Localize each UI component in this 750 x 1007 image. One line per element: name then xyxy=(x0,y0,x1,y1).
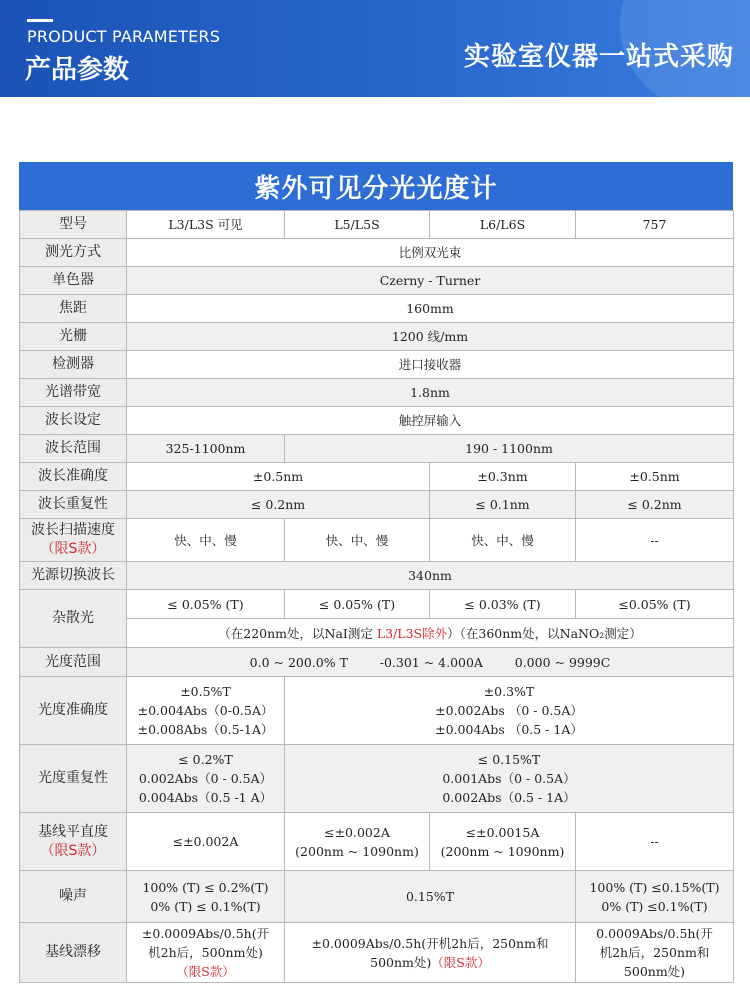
row-label: 噪声 xyxy=(20,871,127,923)
value-line: ≤±0.002A xyxy=(324,824,390,840)
row-label: 波长准确度 xyxy=(20,463,127,491)
row-value xyxy=(127,923,285,983)
note-text: ）（在360nm处，以NaNO₂测定） xyxy=(447,625,642,641)
row-label: 基线漂移 xyxy=(20,923,127,983)
row-value: 进口接收器 xyxy=(127,351,734,379)
row-value: 比例双光束 xyxy=(127,239,734,267)
parameters-table xyxy=(19,210,734,983)
row-value: 0.0 ~ 200.0% T -0.301 ~ 4.000A 0.000 ~ 9999C xyxy=(127,648,734,677)
row-value xyxy=(576,923,734,983)
value-line: ±0.004Abs （0.5 - 1A） xyxy=(435,722,583,737)
row-value xyxy=(576,871,734,923)
row-value xyxy=(285,923,576,983)
note-exception: L3/L3S除外 xyxy=(376,625,448,641)
row-value: -- xyxy=(576,519,734,562)
row-label: 波长范围 xyxy=(20,435,127,463)
row-value: 快、中、慢 xyxy=(285,519,430,562)
table-row xyxy=(20,619,734,648)
banner-slogan: 实验室仪器一站式采购 xyxy=(463,42,734,72)
row-label: 光度准确度 xyxy=(20,677,127,745)
value-line: 机2h后，250nm和 xyxy=(599,945,710,960)
row-value: ±0.3nm xyxy=(430,463,576,491)
row-value: 1200 线/mm xyxy=(127,323,734,351)
table-row xyxy=(20,267,734,295)
row-label: 测光方式 xyxy=(20,239,127,267)
row-value: 快、中、慢 xyxy=(430,519,576,562)
value-line: ≤ 0.15%T xyxy=(477,752,541,767)
table-row xyxy=(20,351,734,379)
value-line: 0% (T) ≤0.1%(T) xyxy=(601,898,708,914)
row-value: -- xyxy=(576,813,734,871)
row-value: 触控屏输入 xyxy=(127,407,734,435)
row-value xyxy=(127,745,285,813)
row-label: 光栅 xyxy=(20,323,127,351)
row-value xyxy=(285,677,734,745)
table-row xyxy=(20,590,734,619)
table-row xyxy=(20,491,734,519)
spec-table xyxy=(19,162,733,983)
row-value: 325-1100nm xyxy=(127,435,285,463)
row-value: ≤ 0.1nm xyxy=(430,491,576,519)
table-row xyxy=(20,323,734,351)
value-line: ±0.008Abs（0.5-1A） xyxy=(137,722,274,737)
table-row xyxy=(20,745,734,813)
accent-bar xyxy=(27,19,53,22)
row-label: 焦距 xyxy=(20,295,127,323)
row-value: Czerny - Turner xyxy=(127,267,734,295)
row-label: 光源切换波长 xyxy=(20,562,127,590)
note-text: （在220nm处，以NaI测定 xyxy=(218,625,377,641)
table-title: 紫外可见分光光度计 xyxy=(19,162,733,210)
row-value: 0.15%T xyxy=(285,871,576,923)
row-value: 190 - 1100nm xyxy=(285,435,734,463)
value-line: ≤±0.0015A xyxy=(465,824,540,840)
model-l3: L3/L3S 可见 xyxy=(127,211,285,239)
row-value: ≤ 0.2nm xyxy=(127,491,430,519)
stray-light-note xyxy=(127,619,734,648)
table-row xyxy=(20,677,734,745)
row-value: 1.8nm xyxy=(127,379,734,407)
table-row xyxy=(20,295,734,323)
row-value: 快、中、慢 xyxy=(127,519,285,562)
value-line xyxy=(287,953,573,972)
row-value: ≤ 0.03% (T) xyxy=(430,590,576,619)
table-row xyxy=(20,211,734,239)
value-line: 100% (T) ≤0.15%(T) xyxy=(589,879,720,895)
row-value xyxy=(430,813,576,871)
row-label: 杂散光 xyxy=(20,590,127,648)
row-label-text: 基线平直度 xyxy=(38,823,108,840)
value-line: 0.0009Abs/0.5h(开 xyxy=(596,926,713,941)
row-label: 单色器 xyxy=(20,267,127,295)
table-row xyxy=(20,239,734,267)
row-value xyxy=(285,813,430,871)
row-value: ±0.5nm xyxy=(576,463,734,491)
value-line: ±0.0009Abs/0.5h(开机2h后，250nm和 xyxy=(311,935,549,951)
row-label: 波长设定 xyxy=(20,407,127,435)
row-label xyxy=(20,519,127,562)
table-row xyxy=(20,813,734,871)
value-line: ±0.0009Abs/0.5h(开 xyxy=(141,926,270,941)
model-l5: L5/L5S xyxy=(285,211,430,239)
table-row xyxy=(20,871,734,923)
value-line: ±0.004Abs（0-0.5A） xyxy=(137,703,274,718)
table-row xyxy=(20,379,734,407)
model-l6: L6/L6S xyxy=(430,211,576,239)
row-value: 160mm xyxy=(127,295,734,323)
table-row xyxy=(20,923,734,983)
row-value: ≤±0.002A xyxy=(127,813,285,871)
row-value xyxy=(285,745,734,813)
row-value: ≤0.05% (T) xyxy=(576,590,734,619)
value-line: (200nm ~ 1090nm) xyxy=(440,843,565,859)
row-label xyxy=(20,813,127,871)
header-banner xyxy=(0,0,750,97)
row-value: ≤ 0.05% (T) xyxy=(285,590,430,619)
value-line: ±0.5%T xyxy=(180,684,231,699)
value-note: （限S款） xyxy=(176,964,235,979)
value-line: 0.002Abs（0 - 0.5A） xyxy=(138,771,273,786)
row-label: 波长重复性 xyxy=(20,491,127,519)
banner-zh-title: 产品参数 xyxy=(25,55,130,85)
banner-en-title: PRODUCT PARAMETERS xyxy=(27,27,221,46)
value-line: 0.002Abs（0.5 - 1A） xyxy=(442,790,576,805)
row-value xyxy=(127,677,285,745)
row-label: 型号 xyxy=(20,211,127,239)
row-label-note: （限S款） xyxy=(40,541,106,557)
table-row xyxy=(20,648,734,677)
row-label-text: 波长扫描速度 xyxy=(31,522,115,538)
value-note: （限S款） xyxy=(431,954,490,970)
row-label: 检测器 xyxy=(20,351,127,379)
value-line: 100% (T) ≤ 0.2%(T) xyxy=(142,879,269,895)
value-line: 500nm处) xyxy=(623,964,686,979)
table-row xyxy=(20,435,734,463)
table-row xyxy=(20,407,734,435)
row-label: 光度范围 xyxy=(20,648,127,677)
row-label: 光度重复性 xyxy=(20,745,127,813)
value-line: 0.001Abs（0 - 0.5A） xyxy=(442,771,576,786)
row-value: ≤ 0.2nm xyxy=(576,491,734,519)
value-line: (200nm ~ 1090nm) xyxy=(295,843,419,859)
row-label: 光谱带宽 xyxy=(20,379,127,407)
value-line: ≤ 0.2%T xyxy=(178,752,233,767)
model-757: 757 xyxy=(576,211,734,239)
table-row xyxy=(20,463,734,491)
table-row xyxy=(20,519,734,562)
value-line: ±0.002Abs （0 - 0.5A） xyxy=(435,703,583,718)
row-label-note: （限S款） xyxy=(40,842,106,859)
row-value xyxy=(127,871,285,923)
table-row xyxy=(20,562,734,590)
row-value: 340nm xyxy=(127,562,734,590)
value-text: 500nm处) xyxy=(370,954,432,970)
value-line: 机2h后，500nm处) xyxy=(148,945,263,960)
value-line: ±0.3%T xyxy=(483,684,535,699)
row-value: ≤ 0.05% (T) xyxy=(127,590,285,619)
value-line: 0.004Abs（0.5 -1 A） xyxy=(138,790,273,805)
value-line: 0% (T) ≤ 0.1%(T) xyxy=(150,898,261,914)
row-value: ±0.5nm xyxy=(127,463,430,491)
